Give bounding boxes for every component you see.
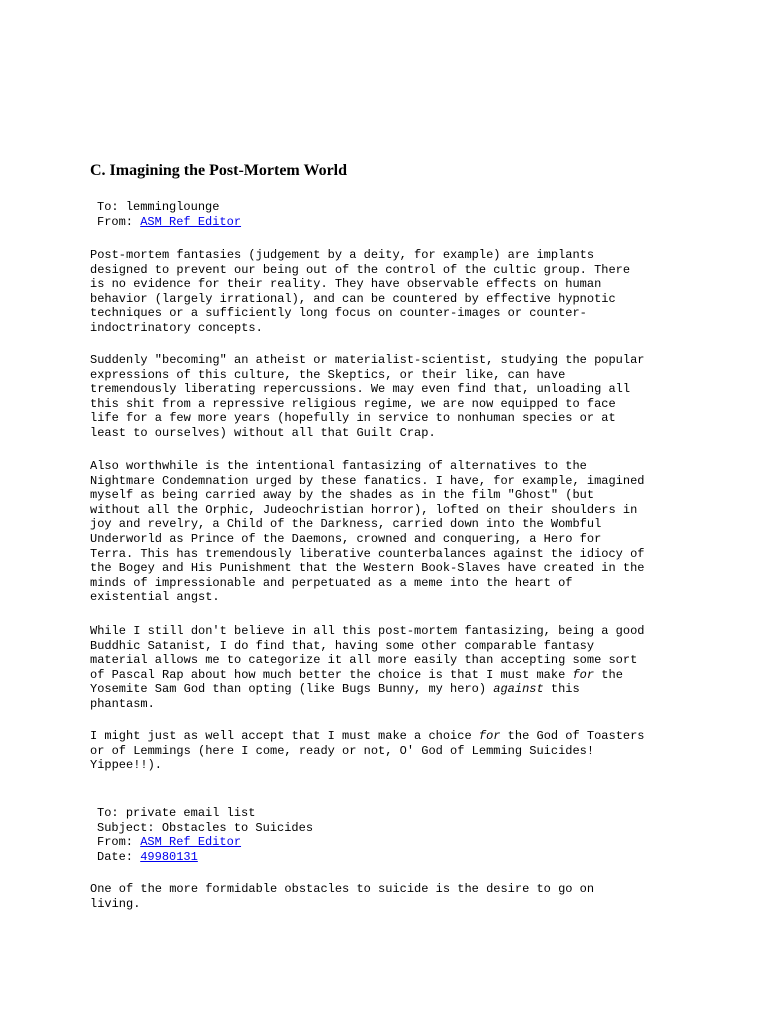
text-line: Yippee!!). [90, 758, 163, 773]
from-link-asm-ref-editor[interactable]: ASM Ref Editor [140, 835, 242, 850]
text-line: Post-mortem fantasies (judgement by a deity, for example) are implants [90, 248, 595, 262]
text-line: Also worthwhile is the intentional fantasizing of alternatives to the [90, 459, 587, 473]
from-label: From: [97, 835, 141, 850]
text-line: behavior (largely irrational), and can be countered by effective hypnotic [90, 291, 616, 306]
email-header-2 [90, 806, 313, 864]
text-line: tremendously liberating repercussions. We may even find that, unloading all [90, 382, 631, 397]
text-line: Nightmare Condemnation urged by these fanatics. I have, for example, imagined [90, 473, 645, 488]
text-line: is no evidence for their reality. They have observable effects on human [90, 277, 602, 292]
text-line: existential angst. [90, 590, 220, 605]
text-line: life for a few more years (hopefully in service to nonhuman species or at [90, 411, 616, 426]
text-line-end: the [594, 667, 623, 682]
text-line: I might just as well accept that I must make a choice [90, 729, 479, 743]
emphasis-against: against [493, 682, 544, 697]
text-line: expressions of this culture, the Skeptics, or their like, can have [90, 367, 566, 382]
paragraph-5 [90, 729, 645, 773]
text-line: least to ourselves) without all that Guilt Crap. [90, 425, 436, 440]
subject-label: Subject: [97, 820, 162, 835]
paragraph-4 [90, 624, 645, 712]
from-link-asm-ref-editor[interactable]: ASM Ref Editor [140, 214, 242, 229]
text-line: the Bogey and His Punishment that the Western Book-Slaves have created in the [90, 561, 645, 576]
text-line: Underworld as Prince of the Daemons, crowned and conquering, a Hero for [90, 531, 602, 546]
email-header-1 [90, 200, 241, 229]
text-line: One of the more formidable obstacles to suicide is the desire to go on [90, 882, 595, 896]
subject-value: Obstacles to Suicides [161, 820, 314, 835]
text-line: without all the Orphic, Judeochristian horror), lofted on their shoulders in [90, 502, 638, 517]
emphasis-for: for [478, 729, 501, 743]
text-line-end: the God of Toasters [500, 729, 645, 743]
text-line-end: this [543, 682, 580, 697]
text-line: joy and revelry, a Child of the Darkness, carried down into the Wombful [90, 517, 602, 532]
text-line: myself as being carried away by the shades as in the film "Ghost" (but [90, 488, 595, 503]
text-line: Suddenly "becoming" an atheist or materialist-scientist, studying the popular [90, 353, 645, 367]
text-line: techniques or a sufficiently long focus on counter-images or counter- [90, 306, 587, 321]
text-line: minds of impressionable and perpetuated as a meme into the heart of [90, 575, 573, 590]
paragraph-2 [90, 353, 645, 441]
text-line: living. [90, 896, 141, 911]
to-value: lemminglounge [125, 200, 220, 214]
text-line: of Pascal Rap about how much better the choice is that I must make [90, 667, 573, 682]
text-line: phantasm. [90, 696, 155, 711]
date-label: Date: [97, 849, 141, 864]
date-link[interactable]: 49980131 [140, 849, 198, 864]
text-line: indoctrinatory concepts. [90, 320, 263, 335]
to-label: To: [97, 806, 126, 820]
paragraph-3 [90, 459, 645, 605]
text-line: this shit from a repressive religious regime, we are now equipped to face [90, 396, 616, 411]
text-line: designed to prevent our being out of the control of the cultic group. There [90, 262, 631, 277]
text-line: Terra. This has tremendously liberative counterbalances against the idiocy of [90, 546, 645, 561]
text-line: Buddhic Satanist, I do find that, having some other comparable fantasy [90, 638, 595, 653]
text-line: or of Lemmings (here I come, ready or not, O' God of Lemming Suicides! [90, 743, 595, 758]
text-line: material allows me to categorize it all more easily than accepting some sort [90, 653, 638, 668]
paragraph-6 [90, 882, 594, 911]
section-title: C. Imagining the Post-Mortem World [90, 162, 348, 179]
to-value: private email list [125, 806, 256, 820]
emphasis-for: for [572, 667, 595, 682]
from-label: From: [97, 214, 141, 229]
text-line: Yosemite Sam God than opting (like Bugs Bunny, my hero) [90, 682, 494, 697]
paragraph-1 [90, 248, 630, 336]
text-line: While I still don't believe in all this post-mortem fantasizing, being a good [90, 624, 645, 638]
to-label: To: [97, 200, 126, 214]
